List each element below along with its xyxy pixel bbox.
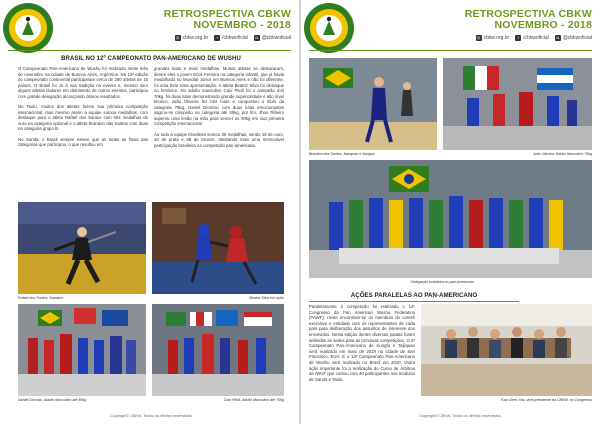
article-column-2	[154, 66, 284, 153]
caption-photo-3: Delegação brasileira no pan-americano	[411, 280, 474, 284]
article-column-1	[18, 66, 148, 153]
photo-daniel-dionisio	[18, 304, 146, 396]
photo-brandon-dos-santos	[309, 58, 437, 150]
section-rule	[309, 301, 519, 302]
header-rule	[309, 50, 592, 51]
facebook-link[interactable]	[515, 35, 549, 41]
facebook-icon: f	[214, 35, 220, 41]
header-title-line2: NOVEMBRO - 2018	[193, 19, 291, 31]
page-header	[301, 0, 600, 56]
right-page	[301, 0, 600, 424]
instagram-label: @cbkwoficial	[261, 35, 291, 41]
caption-photo-1: Brandon dos Santos, Nanquan e Nangun	[309, 152, 375, 156]
website-link[interactable]	[476, 35, 510, 41]
page-footer: Copyright© CBKW. Todos os direitos reservados	[110, 414, 192, 418]
photo-joao-oliveira	[443, 58, 592, 150]
instagram-icon: ◘	[556, 35, 559, 40]
globe-icon: ◎	[175, 35, 180, 40]
caption-photo-4: Caio Pitoli, Adulto Masculino até 70kg	[223, 398, 284, 402]
facebook-label: /cbkwoficial	[523, 35, 549, 41]
website-link[interactable]	[175, 35, 209, 41]
website-label: cbkw.org.br	[182, 35, 209, 41]
left-page	[0, 0, 299, 424]
website-label: cbkw.org.br	[483, 35, 510, 41]
instagram-icon: ◘	[255, 35, 258, 40]
header-rule	[8, 50, 291, 51]
photo-congresso	[421, 304, 592, 396]
header-title	[465, 9, 592, 31]
section-title: AÇÕES PARALELAS AO PAN-AMERICANO	[350, 292, 478, 299]
photo-beatriz-silva	[152, 202, 284, 294]
globe-icon: ◎	[476, 35, 481, 40]
paragraph: Ao todo a equipe brasileira somou 36 medalhas, sendo 18 de ouro, 10 de prata e 08 de bronze, atestando mais uma memorável participação brasileira na competição pan-americana.	[154, 131, 284, 148]
page-footer: Copyright© CBKW. Todos os direitos reservados	[419, 414, 501, 418]
caption-photo-4: Kao Chen-Yau, vice-presidente da CBKW, no Congresso	[501, 398, 592, 402]
header-title-line1: RETROSPECTIVA CBKW	[464, 8, 592, 20]
instagram-label: @cbkwoficial	[562, 35, 592, 41]
caption-photo-2: João Oliveira, Adulto Masculino 75kg	[533, 152, 592, 156]
header-title	[164, 9, 291, 31]
paragraph: O Campeonato Pan-Americano de Wushu foi realizado neste mês de novembro na cidade de Buenos Aires, Argentina. Na 12ª edição do campeonato continental participaram cerca de 280 atletas de 15 países. O Brasil foi Jú à sua tradição no evento e, mesmo sem alguns atletas titulares em detrimento de outros eventos, participou com grande delegação alcançando ótimos resultados.	[18, 66, 148, 99]
page-header	[0, 0, 299, 56]
social-links	[476, 35, 592, 41]
instagram-link[interactable]	[555, 35, 592, 41]
facebook-label: /cbkwoficial	[222, 35, 248, 41]
instagram-link[interactable]	[254, 35, 291, 41]
photo-rafael-dos-santos	[18, 202, 146, 294]
article-title: BRASIL NO 12º CAMPEONATO PAN-AMERICANO DE WUSHU	[61, 56, 241, 62]
facebook-icon: f	[515, 35, 521, 41]
cbkw-logo	[2, 2, 54, 54]
social-links	[175, 35, 291, 41]
section-text: Paralelamente à competição foi realizado o 12º Congresso da Pan American Wushu Federation (PAWF), neste encontram-se os membros do comitê executivo e entidade com os representantes de cada país para deliberação dos assuntos de interesse dos envolvidos. Nesta edição dentre diversas pautas foram definidas as sedes para as próximas competições. O 3º Campeonato Pan-Americano de Kungfu e Taijiquan será realizado em maio de 2019 na cidade de San Francisco, EUA. E o 13º Campeonato Pan-Americano de Wushu será realizado no Brasil em 2020. Outra ação importante foi a realização do Curso de Árbitros da IWUF que contou com 40 participantes nos módulos de Sanda e Taolu.	[309, 304, 415, 382]
caption-photo-2: Beatriz Silva em ação	[249, 296, 284, 300]
photo-caio-pitoli	[152, 304, 284, 396]
photo-delegacao-brasileira	[309, 160, 592, 278]
facebook-link[interactable]	[214, 35, 248, 41]
header-title-line2: NOVEMBRO - 2018	[494, 19, 592, 31]
paragraph: grandes lutas e mais medalhas. Muitos atletas se destacaram, dentre eles o jovem Erick Ferreira na categoria Infantil, que já havia medalhado no Mundial Junior em Buenos Aires e não foi diferente, foi uma bela sima apresentação. A atleta Beatriz Silva foi destaque no feminino. No adulto masculino Caio Pitoli foi o campeão dos 70kg, foi duas lutas demonstrando grande superioridade e alto nível técnico, João Oliveira fez três lutas e conquistou o título da categoria 75kg, Daniel Dionísio com duas lutas emocionantes sagrou-se campeão na categoria até 85kg, por fim, Jhon Ribeiro superou uma lesão na mão para vencer os 90kg em sua primeira competição internacional.	[154, 66, 284, 126]
article-columns	[18, 66, 284, 153]
caption-photo-3: Daniel Dionísio, Adulto Masculino até 85kg	[18, 398, 87, 402]
paragraph: No Taolu, muitos dos atletas fazem sua primeira competição internacional, mas mesmo assim a equipe somou medalhas, com destaque para o atleta Rafael dos Santos com três medalhas de ouro na categoria optional e o atleta Brandon das Santos com duas na categoria grupo B.	[18, 104, 148, 131]
caption-photo-1: Rafael dos Santos, Nanadro	[18, 296, 64, 300]
header-title-line1: RETROSPECTIVA CBKW	[163, 8, 291, 20]
paragraph: No Sanda, o Brasil sempre esteve que as todas as finais das categorias que participou, o que resultou em	[18, 136, 148, 147]
cbkw-logo	[303, 2, 355, 54]
